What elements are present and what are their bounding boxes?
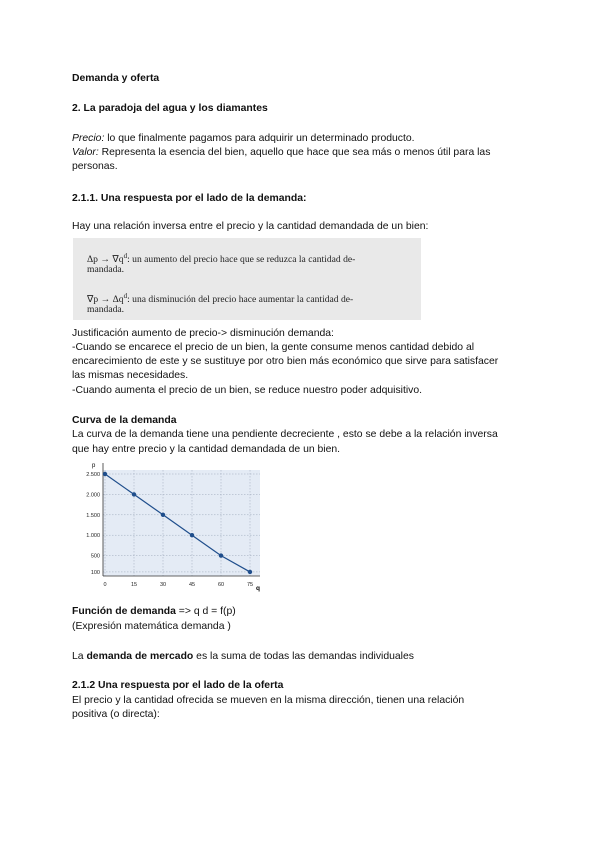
valor-term: Valor: xyxy=(72,147,99,158)
x-tick-label: 0 xyxy=(103,582,107,588)
oferta-line2: positiva (o directa): xyxy=(72,709,160,720)
valor-def-line2: personas. xyxy=(72,161,118,172)
x-axis-label: q xyxy=(256,585,260,592)
y-tick-label: 1.000 xyxy=(86,533,100,540)
section-2-1-1-heading: 2.1.1. Una respuesta por el lado de la demanda: xyxy=(72,193,307,204)
demanda-mercado-term: demanda de mercado xyxy=(86,651,194,662)
data-point xyxy=(190,533,194,537)
justificacion-line5: -Cuando aumenta el precio de un bien, se reduce nuestro poder adquisitivo. xyxy=(72,385,423,396)
valor-def-line1: Representa la esencia del bien, aquello que hace que sea más o menos útil para las xyxy=(98,147,491,158)
demand-curve-chart xyxy=(72,460,262,600)
quote-line-1: $\Delta p \to \nabla q^d$: un aumento del precio hace que se reduzca la cantidad de- xyxy=(87,252,356,266)
demanda-mercado: La demanda de mercado es la suma de todas las demandas individuales xyxy=(72,651,414,662)
section-2-1-2-heading: 2.1.2 Una respuesta por el lado de la oferta xyxy=(72,680,284,691)
y-tick-label: 500 xyxy=(90,553,100,560)
section-2-heading: 2. La paradoja del agua y los diamantes xyxy=(72,103,268,114)
data-point xyxy=(103,472,107,476)
justificacion-line4: las mismas necesidades. xyxy=(72,370,189,381)
plot-background xyxy=(103,470,260,576)
quote-line-2b: mandada. xyxy=(87,304,125,315)
precio-term: Precio: xyxy=(72,133,105,144)
data-point xyxy=(161,513,165,517)
curva-line1: La curva de la demanda tiene una pendiente decreciente , esto se debe a la relación inversa xyxy=(72,429,498,440)
funcion-demanda xyxy=(72,605,532,620)
x-tick-label: 30 xyxy=(159,582,167,588)
funcion-rest: => q d = f(p) xyxy=(175,606,236,617)
y-tick-label: 1.500 xyxy=(86,512,100,519)
quote-line-1b: mandada. xyxy=(87,264,125,275)
funcion-bold: Función de demanda xyxy=(72,606,176,617)
x-tick-label: 75 xyxy=(246,582,254,588)
x-tick-label: 45 xyxy=(188,582,196,588)
y-tick-label: 2.000 xyxy=(86,492,100,499)
x-tick-label: 60 xyxy=(217,582,225,588)
quote-line-2: $\nabla p \to \Delta q^d$: una disminución del precio hace aumentar la cantidad de- xyxy=(87,292,354,306)
justificacion-line1: Justificación aumento de precio-> disminución demanda: xyxy=(72,328,334,339)
precio-def: lo que finalmente pagamos para adquirir un determinado producto. xyxy=(104,133,415,144)
curva-heading: Curva de la demanda xyxy=(72,415,177,426)
y-axis-label: p xyxy=(92,463,96,469)
justificacion-line2: -Cuando se encarece el precio de un bien, la gente consume menos cantidad debido al xyxy=(72,342,475,353)
doc-title: Demanda y oferta xyxy=(72,73,160,84)
valor-definition xyxy=(72,146,532,161)
x-tick-label: 15 xyxy=(130,582,138,588)
precio-definition xyxy=(72,132,532,147)
y-tick-label: 100 xyxy=(90,569,100,576)
curva-line2: que hay entre precio y la cantidad demandada de un bien. xyxy=(72,444,341,455)
data-point xyxy=(132,492,136,496)
intro-demanda: Hay una relación inversa entre el precio y la cantidad demandada de un bien: xyxy=(72,221,429,232)
textbook-quote xyxy=(73,238,421,320)
oferta-line1: El precio y la cantidad ofrecida se mueven en la misma dirección, tienen una relación xyxy=(72,695,465,706)
data-point xyxy=(248,570,252,574)
expresion-matematica: (Expresión matemática demanda ) xyxy=(72,621,231,632)
data-point xyxy=(219,553,223,557)
y-tick-label: 2.500 xyxy=(86,472,100,478)
justificacion-line3: encarecimiento de este y se sustituye por otro bien más económico que sirve para satisfacer xyxy=(72,356,499,367)
